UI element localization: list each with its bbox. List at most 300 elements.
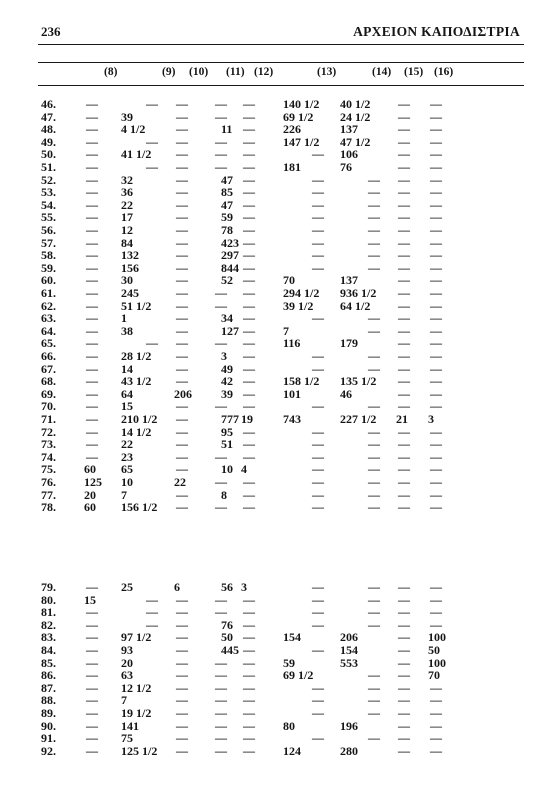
row-number: 80. xyxy=(41,592,56,607)
table-cell: 85 xyxy=(221,185,233,200)
table-cell: — xyxy=(86,235,98,250)
table-cell: — xyxy=(368,462,380,477)
table-cell: — xyxy=(243,718,255,733)
table-cell: — xyxy=(368,361,380,376)
table-cell: — xyxy=(176,462,188,477)
table-cell: — xyxy=(398,160,410,174)
table-cell: 127 xyxy=(221,323,239,338)
column-header-rule xyxy=(38,85,524,86)
table-cell: — xyxy=(430,462,442,477)
table-cell: — xyxy=(368,617,380,632)
table-cell: — xyxy=(176,185,188,200)
table-cell: — xyxy=(430,743,442,758)
table-cell: — xyxy=(368,668,380,683)
table-cell: — xyxy=(368,235,380,250)
table-cell: — xyxy=(430,147,442,162)
table-cell: — xyxy=(430,349,442,363)
table-cell: — xyxy=(86,260,98,275)
table-cell: 50 xyxy=(428,643,440,657)
table-cell: 52 xyxy=(221,273,233,288)
table-cell: — xyxy=(215,134,227,149)
table-cell: — xyxy=(146,134,158,149)
table-cell: — xyxy=(86,617,98,632)
table-cell: 93 xyxy=(121,643,133,657)
table-cell: 137 xyxy=(340,122,358,137)
table-cell: — xyxy=(398,437,410,452)
table-cell: — xyxy=(215,500,227,515)
table-cell: — xyxy=(243,617,255,632)
table-cell: — xyxy=(215,743,227,758)
table-cell: — xyxy=(176,311,188,326)
table-cell: 47 xyxy=(221,197,233,212)
table-cell: — xyxy=(312,260,324,275)
table-cell: 46 xyxy=(340,386,352,401)
table-cell: — xyxy=(312,235,324,250)
row-number: 50. xyxy=(41,147,56,162)
table-cell: — xyxy=(398,172,410,187)
row-number: 57. xyxy=(41,235,56,250)
table-cell: 20 xyxy=(121,655,133,670)
table-cell: — xyxy=(430,336,442,351)
table-cell: — xyxy=(430,235,442,250)
table-cell: — xyxy=(368,475,380,489)
row-number: 74. xyxy=(41,449,56,464)
table-cell: — xyxy=(368,500,380,515)
table-cell: 34 xyxy=(221,311,233,326)
table-cell: — xyxy=(176,273,188,288)
table-cell: — xyxy=(176,210,188,225)
table-cell: — xyxy=(398,122,410,137)
table-cell: 196 xyxy=(340,718,358,733)
table-cell: — xyxy=(398,605,410,620)
table-cell: — xyxy=(312,349,324,363)
table-cell: 22 xyxy=(121,437,133,452)
table-cell: — xyxy=(176,349,188,363)
table-cell: 135 1/2 xyxy=(340,374,377,389)
table-cell: 147 1/2 xyxy=(283,134,320,149)
table-cell: 12 1/2 xyxy=(121,680,152,695)
table-cell: — xyxy=(312,693,324,708)
table-cell: 4 1/2 xyxy=(121,122,146,137)
table-cell: — xyxy=(312,680,324,695)
table-cell: — xyxy=(398,500,410,515)
table-cell: 132 xyxy=(121,248,139,263)
table-cell: — xyxy=(176,97,188,111)
row-number: 92. xyxy=(41,743,56,758)
table-cell: — xyxy=(86,160,98,174)
table-cell: 210 1/2 xyxy=(121,412,158,426)
table-cell: 80 xyxy=(283,718,295,733)
table-cell: — xyxy=(368,731,380,746)
table-top-rule xyxy=(38,62,524,63)
table-cell: — xyxy=(86,323,98,338)
table-cell: 294 1/2 xyxy=(283,286,320,300)
table-cell: 60 xyxy=(84,500,96,515)
row-number: 86. xyxy=(41,668,56,683)
table-cell: — xyxy=(176,424,188,439)
table-cell: — xyxy=(398,680,410,695)
table-cell: — xyxy=(312,185,324,200)
table-cell: — xyxy=(368,605,380,620)
table-cell: 100 xyxy=(428,655,446,670)
table-cell: — xyxy=(368,260,380,275)
table-cell: 8 xyxy=(221,487,227,502)
table-cell: — xyxy=(368,349,380,363)
table-cell: — xyxy=(243,336,255,351)
table-cell: — xyxy=(176,655,188,670)
table-cell: — xyxy=(176,134,188,149)
table-cell: — xyxy=(368,172,380,187)
table-cell: 36 xyxy=(121,185,133,200)
table-cell: — xyxy=(243,655,255,670)
table-cell: — xyxy=(398,361,410,376)
table-cell: — xyxy=(398,718,410,733)
column-header: (16) xyxy=(434,66,454,78)
table-cell: — xyxy=(243,109,255,124)
table-cell: — xyxy=(398,424,410,439)
table-cell: — xyxy=(430,172,442,187)
table-cell: 24 1/2 xyxy=(340,109,371,124)
table-cell: 125 xyxy=(84,475,102,489)
table-cell: — xyxy=(86,273,98,288)
table-cell: 6 xyxy=(174,580,180,594)
table-cell: 22 xyxy=(174,475,186,489)
table-cell: — xyxy=(312,210,324,225)
table-cell: — xyxy=(243,197,255,212)
table-cell: 226 xyxy=(283,122,301,137)
table-cell: 76 xyxy=(221,617,233,632)
column-header: (12) xyxy=(254,66,274,78)
table-cell: — xyxy=(243,437,255,452)
table-cell: — xyxy=(86,97,98,111)
table-cell: — xyxy=(243,210,255,225)
row-number: 55. xyxy=(41,210,56,225)
row-number: 88. xyxy=(41,693,56,708)
table-cell: 49 xyxy=(221,361,233,376)
row-number: 87. xyxy=(41,680,56,695)
table-cell: — xyxy=(312,147,324,162)
table-cell: — xyxy=(368,323,380,338)
row-number: 83. xyxy=(41,630,56,645)
row-number: 56. xyxy=(41,223,56,237)
table-cell: — xyxy=(430,617,442,632)
table-cell: — xyxy=(368,399,380,414)
table-cell: — xyxy=(312,311,324,326)
table-cell: 156 1/2 xyxy=(121,500,158,515)
table-cell: — xyxy=(86,424,98,439)
table-cell: — xyxy=(176,643,188,657)
table-cell: — xyxy=(430,386,442,401)
row-number: 62. xyxy=(41,298,56,313)
table-cell: — xyxy=(243,374,255,389)
table-cell: 84 xyxy=(121,235,133,250)
table-cell: — xyxy=(146,605,158,620)
table-cell: — xyxy=(430,361,442,376)
table-cell: — xyxy=(86,643,98,657)
table-cell: — xyxy=(398,349,410,363)
table-cell: — xyxy=(368,580,380,594)
table-cell: — xyxy=(312,197,324,212)
table-cell: — xyxy=(398,668,410,683)
table-cell: — xyxy=(243,298,255,313)
row-number: 65. xyxy=(41,336,56,351)
table-cell: 70 xyxy=(283,273,295,288)
row-number: 91. xyxy=(41,731,56,746)
table-cell: 21 xyxy=(396,412,408,426)
table-cell: 7 xyxy=(121,693,127,708)
table-cell: — xyxy=(243,147,255,162)
table-cell: — xyxy=(243,630,255,645)
table-cell: — xyxy=(243,323,255,338)
table-cell: — xyxy=(215,147,227,162)
table-cell: — xyxy=(398,374,410,389)
table-cell: — xyxy=(312,500,324,515)
table-cell: — xyxy=(86,412,98,426)
table-cell: — xyxy=(243,235,255,250)
table-cell: — xyxy=(243,223,255,237)
table-cell: — xyxy=(398,323,410,338)
table-cell: — xyxy=(430,134,442,149)
table-cell: — xyxy=(176,449,188,464)
table-cell: — xyxy=(430,260,442,275)
row-number: 77. xyxy=(41,487,56,502)
row-number: 85. xyxy=(41,655,56,670)
table-cell: 101 xyxy=(283,386,301,401)
table-cell: — xyxy=(398,248,410,263)
table-cell: — xyxy=(243,668,255,683)
table-cell: 154 xyxy=(283,630,301,645)
table-cell: 14 1/2 xyxy=(121,424,152,439)
table-cell: 51 xyxy=(221,437,233,452)
table-cell: — xyxy=(243,97,255,111)
table-cell: — xyxy=(398,185,410,200)
table-cell: — xyxy=(176,260,188,275)
table-cell: — xyxy=(398,336,410,351)
table-cell: — xyxy=(176,160,188,174)
table-cell: — xyxy=(398,97,410,111)
table-cell: 76 xyxy=(340,160,352,174)
table-cell: — xyxy=(368,680,380,695)
table-cell: — xyxy=(243,475,255,489)
table-cell: 47 xyxy=(221,172,233,187)
table-cell: 30 xyxy=(121,273,133,288)
table-cell: — xyxy=(176,323,188,338)
table-cell: — xyxy=(430,693,442,708)
table-cell: — xyxy=(243,487,255,502)
table-cell: — xyxy=(176,172,188,187)
table-cell: — xyxy=(312,399,324,414)
table-cell: — xyxy=(176,298,188,313)
table-cell: 42 xyxy=(221,374,233,389)
table-cell: 50 xyxy=(221,630,233,645)
table-cell: — xyxy=(430,500,442,515)
table-cell: 95 xyxy=(221,424,233,439)
table-cell: — xyxy=(86,147,98,162)
table-cell: — xyxy=(368,693,380,708)
table-cell: — xyxy=(398,298,410,313)
table-cell: 245 xyxy=(121,286,139,300)
table-cell: — xyxy=(398,109,410,124)
table-cell: 158 1/2 xyxy=(283,374,320,389)
row-number: 59. xyxy=(41,260,56,275)
table-cell: — xyxy=(215,109,227,124)
row-number: 72. xyxy=(41,424,56,439)
table-cell: — xyxy=(215,706,227,720)
table-cell: — xyxy=(368,706,380,720)
table-cell: — xyxy=(312,424,324,439)
table-cell: — xyxy=(398,655,410,670)
table-cell: — xyxy=(312,223,324,237)
table-cell: — xyxy=(430,399,442,414)
table-cell: — xyxy=(430,580,442,594)
row-number: 89. xyxy=(41,706,56,720)
table-cell: — xyxy=(86,680,98,695)
table-cell: — xyxy=(312,731,324,746)
table-cell: 56 xyxy=(221,580,233,594)
table-cell: — xyxy=(86,286,98,300)
table-cell: — xyxy=(398,260,410,275)
table-cell: — xyxy=(430,248,442,263)
row-number: 63. xyxy=(41,311,56,326)
table-cell: — xyxy=(176,630,188,645)
table-cell: — xyxy=(368,197,380,212)
row-number: 71. xyxy=(41,412,56,426)
table-cell: — xyxy=(312,617,324,632)
table-cell: — xyxy=(215,399,227,414)
table-cell: 69 1/2 xyxy=(283,668,314,683)
table-cell: 11 xyxy=(221,122,233,137)
table-cell: — xyxy=(430,680,442,695)
row-number: 81. xyxy=(41,605,56,620)
table-cell: — xyxy=(176,487,188,502)
table-cell: — xyxy=(176,718,188,733)
table-cell: — xyxy=(243,592,255,607)
table-cell: — xyxy=(243,349,255,363)
table-cell: 297 xyxy=(221,248,239,263)
table-cell: — xyxy=(86,311,98,326)
table-cell: — xyxy=(398,731,410,746)
table-cell: — xyxy=(86,668,98,683)
table-cell: 125 1/2 xyxy=(121,743,158,758)
table-cell: 10 xyxy=(121,475,133,489)
table-cell: — xyxy=(146,97,158,111)
table-cell: — xyxy=(215,680,227,695)
header-rule xyxy=(38,44,524,45)
row-number: 70. xyxy=(41,399,56,414)
table-cell: — xyxy=(398,487,410,502)
table-cell: — xyxy=(86,580,98,594)
table-cell: — xyxy=(430,437,442,452)
page-number: 236 xyxy=(41,24,61,39)
column-header: (9) xyxy=(162,66,176,78)
table-cell: — xyxy=(312,449,324,464)
table-cell: 423 xyxy=(221,235,239,250)
table-cell: 844 xyxy=(221,260,239,275)
table-cell: 12 xyxy=(121,223,133,237)
row-number: 90. xyxy=(41,718,56,733)
column-header: (15) xyxy=(404,66,424,78)
table-cell: — xyxy=(86,223,98,237)
table-cell: — xyxy=(398,630,410,645)
table-cell: — xyxy=(368,248,380,263)
row-number: 64. xyxy=(41,323,56,338)
table-cell: 3 xyxy=(241,580,247,594)
table-cell: — xyxy=(86,655,98,670)
table-cell: — xyxy=(86,109,98,124)
table-cell: — xyxy=(398,210,410,225)
table-cell: — xyxy=(86,122,98,137)
row-number: 51. xyxy=(41,160,56,174)
table-cell: 227 1/2 xyxy=(340,412,377,426)
table-cell: — xyxy=(398,693,410,708)
table-cell: 141 xyxy=(121,718,139,733)
table-cell: 20 xyxy=(84,487,96,502)
table-cell: — xyxy=(86,185,98,200)
table-cell: 140 1/2 xyxy=(283,97,320,111)
table-cell: — xyxy=(176,412,188,426)
table-cell: 553 xyxy=(340,655,358,670)
table-cell: — xyxy=(86,298,98,313)
table-cell: — xyxy=(243,399,255,414)
table-cell: — xyxy=(176,706,188,720)
row-number: 60. xyxy=(41,273,56,288)
table-cell: — xyxy=(215,693,227,708)
table-cell: — xyxy=(243,160,255,174)
table-cell: 28 1/2 xyxy=(121,349,152,363)
table-cell: — xyxy=(368,424,380,439)
table-cell: — xyxy=(146,617,158,632)
table-cell: — xyxy=(176,437,188,452)
table-cell: — xyxy=(312,592,324,607)
table-cell: — xyxy=(176,361,188,376)
table-cell: — xyxy=(243,424,255,439)
table-cell: 69 1/2 xyxy=(283,109,314,124)
table-cell: — xyxy=(86,210,98,225)
table-cell: — xyxy=(243,680,255,695)
table-cell: 25 xyxy=(121,580,133,594)
table-cell: — xyxy=(215,336,227,351)
table-cell: — xyxy=(243,122,255,137)
row-number: 58. xyxy=(41,248,56,263)
table-cell: — xyxy=(243,172,255,187)
table-cell: — xyxy=(398,235,410,250)
table-cell: — xyxy=(86,336,98,351)
table-cell: — xyxy=(176,109,188,124)
table-cell: 65 xyxy=(121,462,133,477)
table-cell: — xyxy=(86,399,98,414)
table-cell: — xyxy=(176,605,188,620)
table-cell: — xyxy=(243,693,255,708)
table-cell: — xyxy=(215,605,227,620)
table-cell: — xyxy=(312,437,324,452)
table-cell: 3 xyxy=(428,412,434,426)
table-cell: — xyxy=(243,731,255,746)
table-cell: — xyxy=(398,706,410,720)
table-cell: — xyxy=(176,248,188,263)
table-cell: — xyxy=(430,160,442,174)
table-cell: — xyxy=(430,475,442,489)
table-cell: — xyxy=(176,399,188,414)
table-cell: — xyxy=(86,630,98,645)
table-cell: — xyxy=(176,336,188,351)
table-cell: — xyxy=(243,449,255,464)
table-cell: 39 xyxy=(221,386,233,401)
table-cell: — xyxy=(398,743,410,758)
row-number: 47. xyxy=(41,109,56,124)
table-cell: — xyxy=(176,668,188,683)
table-cell: 936 1/2 xyxy=(340,286,377,300)
row-number: 82. xyxy=(41,617,56,632)
